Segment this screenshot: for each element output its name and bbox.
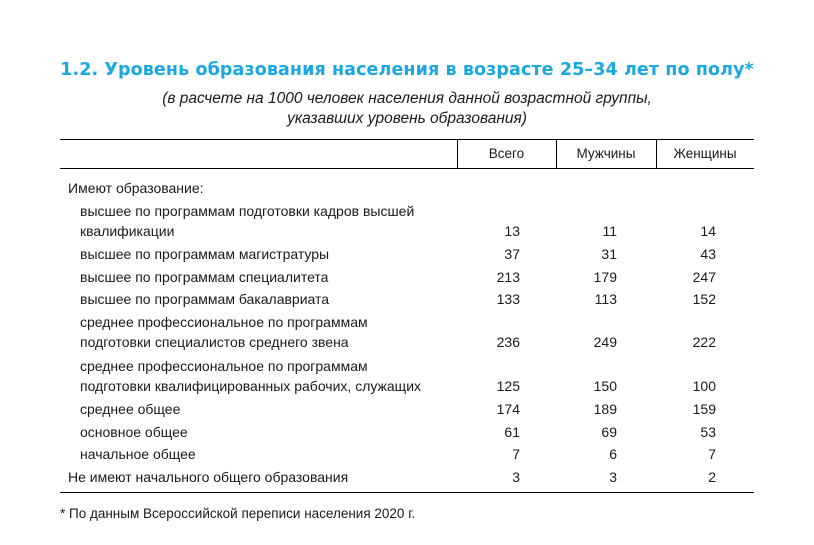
table-cell-women: 2: [708, 468, 716, 485]
row-label: среднее общее: [80, 401, 181, 418]
row-label: квалификации: [80, 222, 175, 239]
table-top-rule: [60, 139, 754, 140]
subtitle-line-2: указавших уровень образования): [287, 110, 527, 127]
group-header-label: Имеют образование:: [68, 180, 204, 196]
table-cell-total: 3: [512, 468, 520, 485]
row-label: основное общее: [80, 423, 188, 440]
table-cell-total: 133: [496, 291, 520, 308]
footnote: * По данным Всероссийской переписи населения 2020 г.: [60, 506, 416, 521]
table-cell-women: 53: [700, 423, 716, 440]
subtitle-line-1: (в расчете на 1000 человек населения данной возрастной группы,: [162, 90, 652, 107]
table-cell-women: 222: [692, 334, 716, 350]
table-cell-men: 249: [593, 334, 617, 350]
column-header-total: Всего: [488, 146, 525, 161]
table-cell-total: 125: [496, 377, 520, 394]
table-cell-total: 61: [504, 423, 520, 440]
row-label-no-education: Не имеют начального общего образования: [68, 468, 349, 485]
row-label: среднее профессиональное по программам: [80, 357, 368, 374]
table-cell-total: 213: [496, 268, 520, 285]
table-cell-total: 13: [504, 222, 520, 239]
table-cell-men: 189: [593, 401, 617, 418]
column-header-women: Женщины: [673, 146, 737, 161]
table-cell-men: 11: [602, 222, 617, 239]
row-label: начальное общее: [80, 446, 196, 463]
row-label: высшее по программам бакалавриата: [80, 291, 330, 308]
row-label: подготовки квалифицированных рабочих, служащих: [80, 377, 422, 394]
row-label: среднее профессиональное по программам: [80, 313, 368, 330]
row-label: высшее по программам подготовки кадров высшей: [80, 202, 415, 219]
table-cell-men: 69: [601, 423, 617, 440]
table-cell-women: 7: [708, 446, 716, 463]
table-cell-women: 43: [700, 246, 716, 263]
table-bottom-rule: [60, 492, 754, 493]
table-header-rule: [60, 168, 754, 169]
table-cell-women: 247: [692, 268, 716, 285]
table-cell-total: 174: [496, 401, 520, 418]
table-cell-women: 159: [692, 401, 716, 418]
table-cell-total: 37: [504, 246, 520, 263]
table-cell-men: 113: [594, 291, 617, 308]
table-cell-men: 6: [609, 446, 617, 463]
table-cell-women: 100: [692, 377, 716, 394]
row-label: высшее по программам магистратуры: [80, 246, 330, 263]
table-cell-men: 179: [593, 268, 617, 285]
column-header-men: Мужчины: [576, 146, 636, 161]
table-cell-men: 31: [601, 246, 617, 263]
table-cell-women: 152: [692, 291, 716, 308]
table-cell-men: 150: [593, 377, 617, 394]
table-cell-men: 3: [609, 468, 617, 485]
page-title: 1.2. Уровень образования населения в возрасте 25–34 лет по полу*: [60, 60, 754, 80]
table-cell-total: 236: [496, 334, 520, 350]
row-label: подготовки специалистов среднего звена: [80, 334, 349, 350]
table-cell-women: 14: [700, 222, 716, 239]
table-cell-total: 7: [512, 446, 520, 463]
row-label: высшее по программам специалитета: [80, 268, 329, 285]
